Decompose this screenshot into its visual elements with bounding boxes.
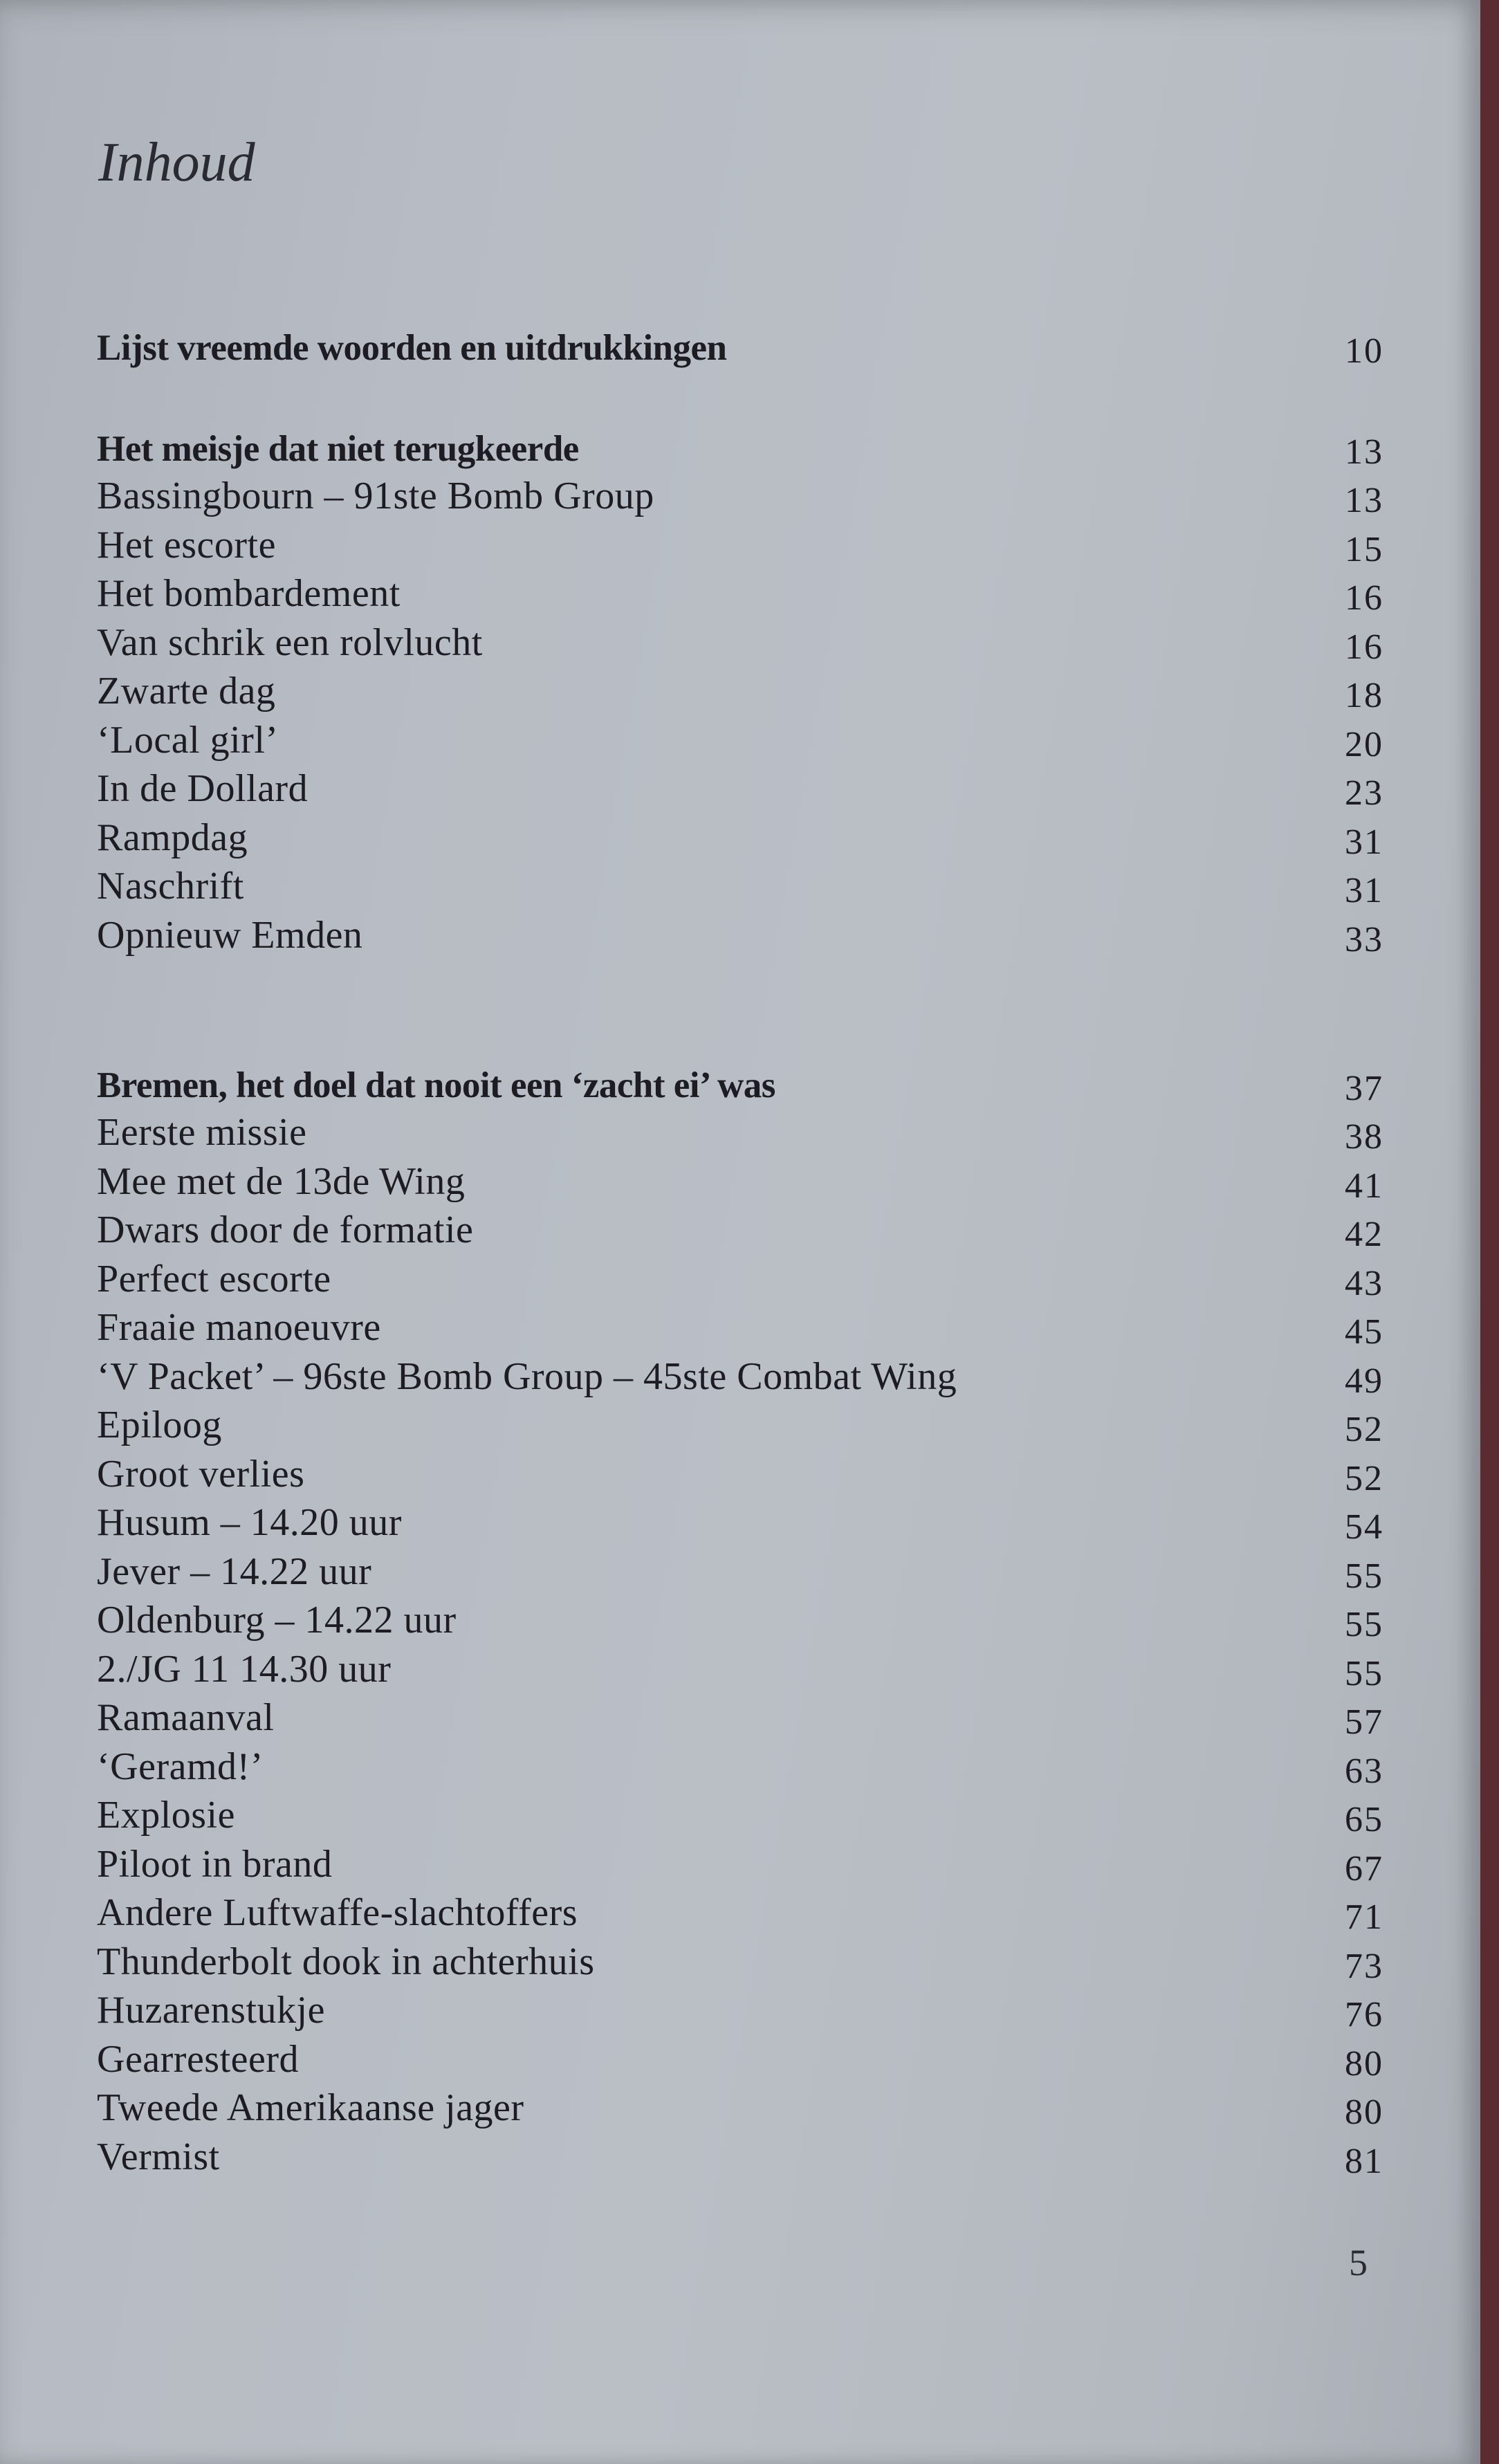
toc-entry-title: ‘V Packet’ – 96ste Bomb Group – 45ste Combat Wing [97, 1354, 957, 1398]
toc-section-heading [90, 325, 1383, 374]
toc-entry-title: Mee met de 13de Wing [97, 1159, 466, 1203]
toc-entry-title: Husum – 14.20 uur [97, 1501, 402, 1544]
toc-entry-title: Zwarte dag [97, 670, 276, 712]
page-number: 5 [1349, 2242, 1368, 2283]
toc-section-heading [90, 1063, 1383, 1112]
toc-entry-title: ‘Geramd!’ [97, 1745, 264, 1788]
toc-entry [90, 621, 1383, 670]
toc-entry-title: Piloot in brand [97, 1842, 333, 1886]
toc-entry-title: Van schrik een rolvlucht [97, 620, 483, 664]
toc-entry-title: Rampdag [97, 816, 248, 859]
toc-entry [90, 670, 1383, 719]
toc-entry-page-number: 20 [1345, 724, 1383, 764]
toc-entry-title: Naschrift [97, 865, 244, 908]
toc-entry-title: Bremen, het doel dat nooit een ‘zacht ei’ was [97, 1065, 775, 1105]
toc-entry [90, 1355, 1383, 1404]
toc-entry-title: Thunderbolt dook in achterhuis [97, 1940, 595, 1983]
toc-entry-title: Ramaanval [97, 1696, 275, 1739]
toc-entry-title: Opnieuw Emden [97, 913, 363, 957]
toc-entry-title: In de Dollard [97, 767, 309, 810]
toc-entry [90, 1989, 1383, 2039]
toc-entry [90, 1404, 1383, 1453]
toc-entry-page-number: 45 [1345, 1312, 1383, 1352]
toc-entry-page-number: 76 [1345, 1995, 1383, 2034]
toc-entry-page-number: 73 [1345, 1946, 1383, 1986]
toc-entry [90, 2038, 1383, 2087]
toc-entry-page-number: 49 [1345, 1361, 1383, 1401]
toc-entry-title: Fraaie manoeuvre [97, 1306, 381, 1349]
toc-entry-title: Het bombardement [97, 572, 401, 615]
toc-entry-page-number: 55 [1345, 1605, 1383, 1644]
toc-entry [90, 1697, 1383, 1746]
toc-entry-page-number: 33 [1345, 919, 1383, 959]
toc-entry-page-number: 52 [1345, 1410, 1383, 1449]
toc-entry [90, 1550, 1383, 1599]
toc-entry-title: Tweede Amerikaanse jager [97, 2086, 524, 2129]
toc-entry-title: Oldenburg – 14.22 uur [97, 1599, 457, 1642]
toc-entry [90, 573, 1383, 622]
toc-entry [90, 768, 1383, 817]
toc-entry-page-number: 67 [1345, 1848, 1383, 1888]
toc-entry-title: Epiloog [97, 1404, 222, 1446]
toc-entry-title: Het escorte [97, 523, 276, 567]
toc-entry-page-number: 54 [1345, 1507, 1383, 1547]
toc-entry [90, 1258, 1383, 1307]
toc-section-2 [90, 1063, 1383, 2185]
toc-entry-page-number: 37 [1345, 1068, 1383, 1108]
toc-entry-title: Groot verlies [97, 1452, 305, 1496]
toc-entry-page-number: 65 [1345, 1800, 1383, 1839]
toc-entry [90, 1307, 1383, 1356]
toc-section-1 [90, 426, 1383, 963]
toc-entry-title: ‘Local girl’ [97, 718, 279, 762]
toc-entry [90, 1940, 1383, 1989]
toc-entry-title: Jever – 14.22 uur [97, 1550, 372, 1593]
toc-entry-title: Dwars door de formatie [97, 1208, 474, 1251]
toc-entry-title: Andere Luftwaffe-slachtoffers [97, 1891, 578, 1934]
toc-entry [90, 1453, 1383, 1502]
toc-entry [90, 865, 1383, 914]
toc-entry [90, 1599, 1383, 1648]
toc-entry [90, 2087, 1383, 2136]
toc-entry [90, 816, 1383, 865]
toc-entry-title: Vermist [97, 2135, 220, 2178]
toc-entry-title: Het meisje dat niet terugkeerde [97, 428, 579, 469]
toc-entry-page-number: 13 [1345, 432, 1383, 472]
toc-entry-title: 2./JG 11 14.30 uur [97, 1647, 392, 1691]
toc-entry [90, 914, 1383, 963]
toc-entry [90, 1502, 1383, 1551]
toc-entry [90, 524, 1383, 573]
toc-entry-page-number: 31 [1345, 871, 1383, 910]
toc-entry-page-number: 16 [1345, 578, 1383, 618]
toc-entry [90, 1843, 1383, 1892]
toc-entry [90, 1112, 1383, 1161]
toc-entry-title: Perfect escorte [97, 1257, 331, 1300]
toc-entry-page-number: 13 [1345, 481, 1383, 520]
toc-entry-page-number: 18 [1345, 676, 1383, 715]
toc-entry-page-number: 41 [1345, 1166, 1383, 1206]
page-title: Inhoud [98, 132, 255, 193]
toc-entry [90, 1892, 1383, 1941]
toc-entry [90, 1794, 1383, 1844]
toc-entry-page-number: 81 [1345, 2141, 1383, 2181]
toc-entry-page-number: 55 [1345, 1653, 1383, 1693]
toc-entry-page-number: 15 [1345, 529, 1383, 569]
toc-entry-page-number: 43 [1345, 1263, 1383, 1303]
toc-entry [90, 2135, 1383, 2185]
toc-entry-page-number: 71 [1345, 1897, 1383, 1937]
toc-entry [90, 1745, 1383, 1794]
toc-entry [90, 1209, 1383, 1258]
toc-entry [90, 475, 1383, 524]
toc-entry-page-number: 57 [1345, 1702, 1383, 1742]
toc-entry-title: Lijst vreemde woorden en uitdrukkingen [97, 327, 727, 368]
toc-entry [90, 1648, 1383, 1697]
toc-entry-page-number: 16 [1345, 627, 1383, 667]
toc-entry-title: Huzarenstukje [97, 1989, 325, 2032]
toc-entry-title: Explosie [97, 1794, 235, 1837]
toc-entry-page-number: 10 [1345, 331, 1383, 371]
toc-entry-page-number: 63 [1345, 1751, 1383, 1791]
toc-entry-title: Bassingbourn – 91ste Bomb Group [97, 475, 654, 517]
toc-entry-page-number: 55 [1345, 1556, 1383, 1596]
toc-entry-page-number: 80 [1345, 2043, 1383, 2084]
toc-entry [90, 719, 1383, 768]
toc-entry-page-number: 31 [1345, 822, 1383, 862]
toc-entry-title: Eerste missie [97, 1111, 307, 1154]
toc-entry-page-number: 42 [1345, 1215, 1383, 1254]
toc-entry-page-number: 52 [1345, 1458, 1383, 1498]
toc-entry-page-number: 38 [1345, 1117, 1383, 1157]
toc-entry-page-number: 80 [1345, 2093, 1383, 2132]
toc-entry-page-number: 23 [1345, 773, 1383, 813]
toc-entry-title: Gearresteerd [97, 2037, 300, 2081]
toc-entry [90, 1160, 1383, 1209]
toc-section-heading [90, 426, 1383, 475]
toc-intro [90, 325, 1383, 374]
